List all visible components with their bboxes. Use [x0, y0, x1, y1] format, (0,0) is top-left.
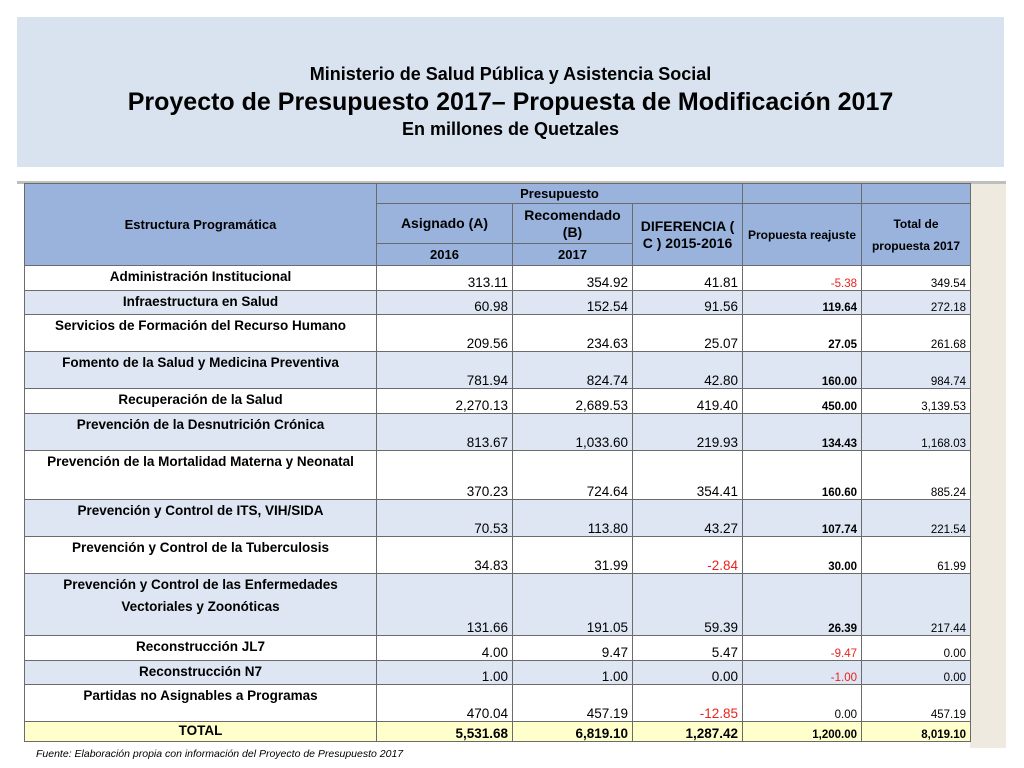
table-row	[25, 266, 971, 291]
cell-asignado: 1.00	[377, 661, 513, 685]
total-propuesta: 1,200.00	[743, 722, 862, 742]
cell-propuesta: -5.38	[743, 266, 862, 291]
side-panel	[970, 181, 1006, 748]
cell-asignado: 813.67	[377, 414, 513, 451]
cell-total: 261.68	[862, 315, 971, 352]
row-label: Infraestructura en Salud	[25, 291, 377, 315]
cell-asignado: 70.53	[377, 500, 513, 537]
cell-diferencia: 219.93	[633, 414, 743, 451]
cell-propuesta: 119.64	[743, 291, 862, 315]
row-label-line-2: Vectoriales y Zoonóticas	[121, 599, 280, 614]
cell-recomendado: 457.19	[513, 685, 633, 722]
page-subtitle: En millones de Quetzales	[401, 119, 620, 139]
cell-asignado: 4.00	[377, 636, 513, 661]
header-presupuesto: Presupuesto	[377, 184, 743, 204]
budget-table	[24, 183, 971, 742]
cell-diferencia: 25.07	[633, 315, 743, 352]
cell-recomendado: 1.00	[513, 661, 633, 685]
cell-total: 0.00	[862, 661, 971, 685]
header-year-2017: 2017	[513, 244, 633, 266]
cell-propuesta: -1.00	[743, 661, 862, 685]
row-label: Servicios de Formación del Recurso Humano	[25, 315, 377, 352]
total-label: TOTAL	[25, 722, 377, 742]
cell-propuesta: 134.43	[743, 414, 862, 451]
table-row	[25, 315, 971, 352]
row-label: Fomento de la Salud y Medicina Preventiva	[25, 352, 377, 389]
cell-asignado: 60.98	[377, 291, 513, 315]
table-row	[25, 685, 971, 722]
cell-asignado: 781.94	[377, 352, 513, 389]
row-label: Reconstrucción JL7	[25, 636, 377, 661]
header-asignado: Asignado (A)	[377, 204, 513, 244]
row-label: Recuperación de la Salud	[25, 389, 377, 414]
row-label: Partidas no Asignables a Programas	[25, 685, 377, 722]
cell-diferencia: -12.85	[633, 685, 743, 722]
table-row	[25, 451, 971, 500]
cell-propuesta: 0.00	[743, 685, 862, 722]
table-row	[25, 352, 971, 389]
cell-total: 272.18	[862, 291, 971, 315]
header-recomendado: Recomendado (B)	[513, 204, 633, 244]
row-label: Administración Institucional	[25, 266, 377, 291]
cell-diferencia: 43.27	[633, 500, 743, 537]
total-asignado: 5,531.68	[377, 722, 513, 742]
cell-total: 3,139.53	[862, 389, 971, 414]
row-label: Prevención y Control de la Tuberculosis	[25, 537, 377, 574]
cell-recomendado: 191.05	[513, 574, 633, 636]
table-row	[25, 661, 971, 685]
cell-diferencia: 354.41	[633, 451, 743, 500]
row-label: Prevención y Control de ITS, VIH/SIDA	[25, 500, 377, 537]
cell-asignado: 313.11	[377, 266, 513, 291]
cell-asignado: 34.83	[377, 537, 513, 574]
table-row	[25, 500, 971, 537]
header-diferencia: DIFERENCIA ( C ) 2015-2016	[633, 204, 743, 266]
cell-recomendado: 113.80	[513, 500, 633, 537]
cell-recomendado: 1,033.60	[513, 414, 633, 451]
cell-total: 1,168.03	[862, 414, 971, 451]
cell-asignado: 131.66	[377, 574, 513, 636]
cell-recomendado: 2,689.53	[513, 389, 633, 414]
table-row	[25, 291, 971, 315]
header-estructura: Estructura Programática	[25, 184, 377, 266]
cell-diferencia: 59.39	[633, 574, 743, 636]
table-row	[25, 574, 971, 636]
cell-diferencia: 0.00	[633, 661, 743, 685]
row-label: Prevención de la Mortalidad Materna y Neonatal	[25, 451, 377, 500]
table-row	[25, 414, 971, 451]
cell-propuesta: -9.47	[743, 636, 862, 661]
total-total: 8,019.10	[862, 722, 971, 742]
cell-diferencia: 5.47	[633, 636, 743, 661]
cell-diferencia: 419.40	[633, 389, 743, 414]
cell-diferencia: 42.80	[633, 352, 743, 389]
cell-total: 0.00	[862, 636, 971, 661]
cell-propuesta: 27.05	[743, 315, 862, 352]
cell-propuesta: 450.00	[743, 389, 862, 414]
cell-total: 61.99	[862, 537, 971, 574]
cell-total: 349.54	[862, 266, 971, 291]
cell-recomendado: 31.99	[513, 537, 633, 574]
table-row	[25, 537, 971, 574]
cell-total: 457.19	[862, 685, 971, 722]
cell-total: 217.44	[862, 574, 971, 636]
cell-recomendado: 354.92	[513, 266, 633, 291]
cell-total: 885.24	[862, 451, 971, 500]
cell-recomendado: 9.47	[513, 636, 633, 661]
row-label: Reconstrucción N7	[25, 661, 377, 685]
total-recomendado: 6,819.10	[513, 722, 633, 742]
row-label: Prevención de la Desnutrición Crónica	[25, 414, 377, 451]
title-banner	[17, 17, 1004, 167]
cell-total: 221.54	[862, 500, 971, 537]
source-footnote: Fuente: Elaboración propia con información del Proyecto de Presupuesto 2017	[36, 748, 404, 760]
cell-diferencia: 91.56	[633, 291, 743, 315]
cell-propuesta: 160.00	[743, 352, 862, 389]
page-title: Proyecto de Presupuesto 2017– Propuesta de Modificación 2017	[127, 88, 894, 116]
cell-propuesta: 107.74	[743, 500, 862, 537]
header-year-2016: 2016	[377, 244, 513, 266]
cell-diferencia: -2.84	[633, 537, 743, 574]
cell-recomendado: 152.54	[513, 291, 633, 315]
cell-propuesta: 30.00	[743, 537, 862, 574]
cell-diferencia: 41.81	[633, 266, 743, 291]
cell-recomendado: 234.63	[513, 315, 633, 352]
cell-recomendado: 724.64	[513, 451, 633, 500]
ministry-title: Ministerio de Salud Pública y Asistencia Social	[309, 64, 712, 84]
cell-asignado: 2,270.13	[377, 389, 513, 414]
cell-propuesta: 26.39	[743, 574, 862, 636]
table-row	[25, 636, 971, 661]
header-total: Total de propuesta 2017	[862, 204, 971, 266]
header-propuesta: Propuesta reajuste	[743, 204, 862, 266]
cell-total: 984.74	[862, 352, 971, 389]
table-row	[25, 389, 971, 414]
cell-asignado: 370.23	[377, 451, 513, 500]
cell-recomendado: 824.74	[513, 352, 633, 389]
row-label	[25, 574, 377, 636]
cell-asignado: 470.04	[377, 685, 513, 722]
total-row	[25, 722, 971, 742]
cell-propuesta: 160.60	[743, 451, 862, 500]
total-diferencia: 1,287.42	[633, 722, 743, 742]
cell-asignado: 209.56	[377, 315, 513, 352]
row-label-line-1: Prevención y Control de las Enfermedades	[63, 577, 338, 592]
